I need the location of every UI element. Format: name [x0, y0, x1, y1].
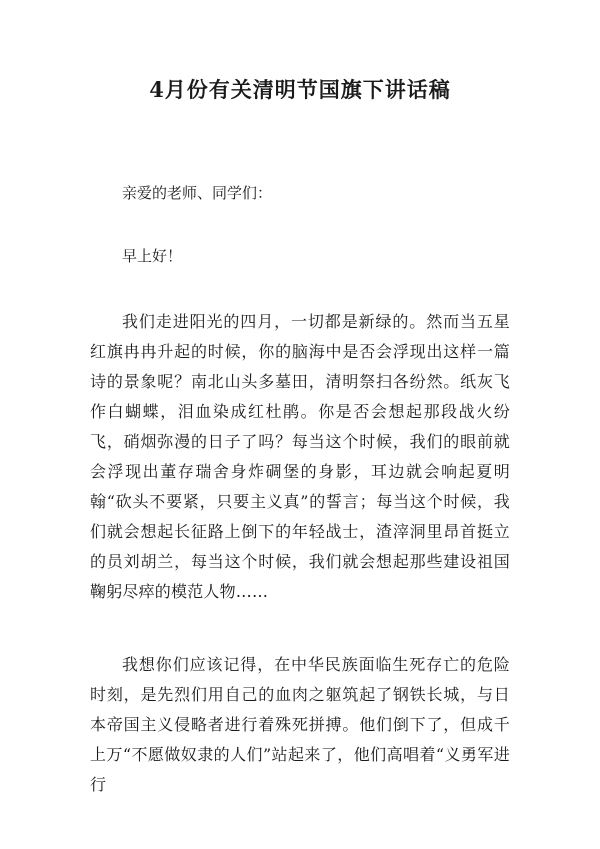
paragraph-2: 我想你们应该记得，在中华民族面临生死存亡的危险时刻，是先烈们用自己的血肉之躯筑起了钢铁长城，与日本帝国主义侵略者进行着殊死拼搏。他们倒下了，但成千上万“不愿做奴隶的人们”站起来了，他们高唱着“义勇军进行	[90, 655, 510, 794]
document-title: 4月份有关清明节国旗下讲话稿	[149, 77, 451, 102]
salutation: 亲爱的老师、同学们：	[122, 184, 273, 202]
paragraph-1: 我们走进阳光的四月，一切都是新绿的。然而当五星红旗冉冉升起的时候，你的脑海中是否会浮现出这样一篇诗的景象呢？南北山头多墓田，清明祭扫各纷然。纸灰飞作白蝴蝶，泪血染成红杜鹃。你是否会想起那段战火纷飞，硝烟弥漫的日子了吗？每当这个时候，我们的眼前就会浮现出董存瑞舍身炸碉堡的身影，耳边就会响起夏明翰“砍头不要紧，只要主义真”的誓言；每当这个时候，我们就会想起长征路上倒下的年轻战士，渣滓洞里昂首挺立的员刘胡兰，每当这个时候，我们就会想起那些建设祖国鞠躬尽瘁的模范人物……	[90, 312, 510, 601]
greeting: 早上好！	[122, 247, 183, 265]
